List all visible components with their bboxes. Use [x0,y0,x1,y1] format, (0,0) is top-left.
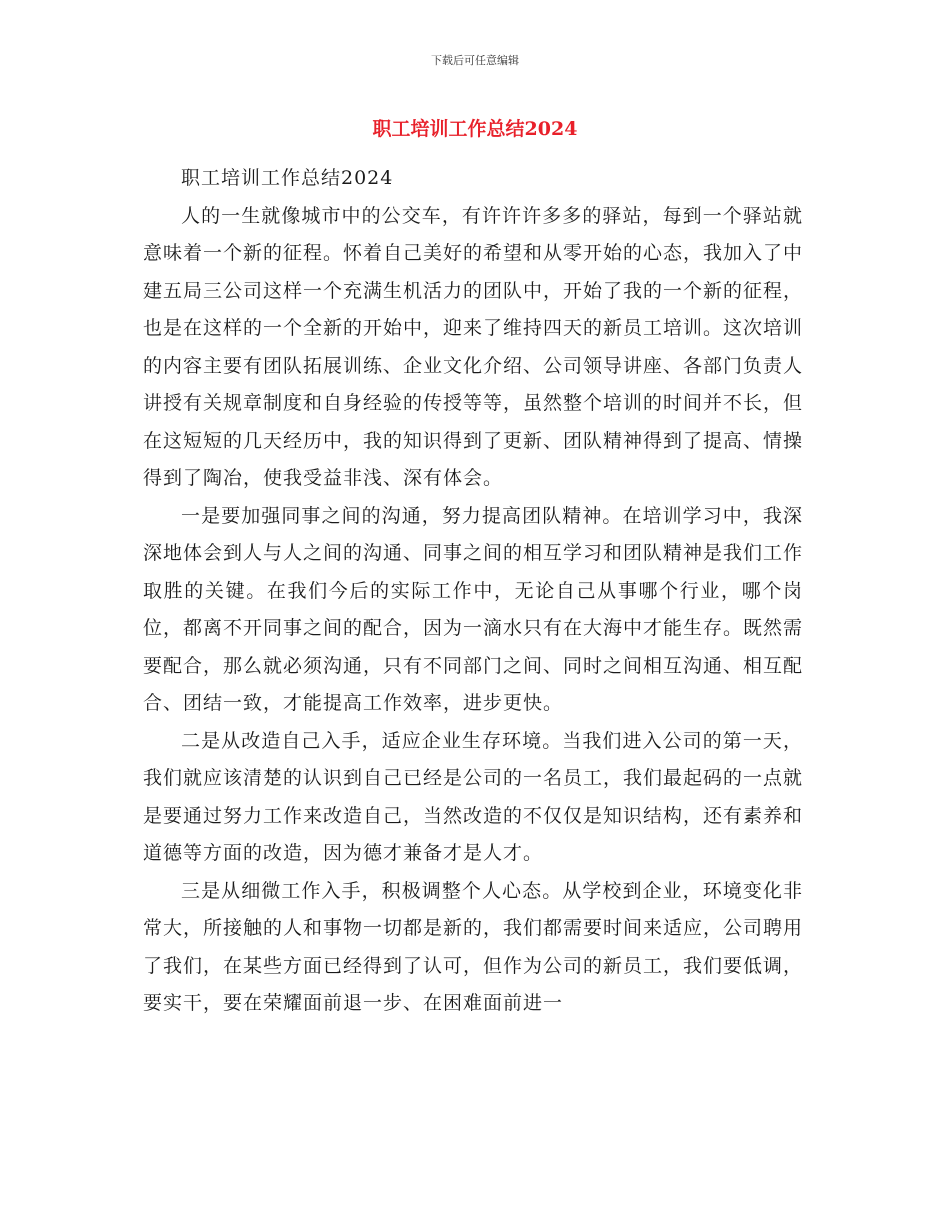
paragraph-intro: 人的一生就像城市中的公交车，有许许许多多的驿站，每到一个驿站就意味着一个新的征程。怀着自己美好的希望和从零开始的心态，我加入了中建五局三公司这样一个充满生机活力的团队中，开始了我的一个新的征程，也是在这样的一个全新的开始中，迎来了维持四天的新员工培训。这次培训的内容主要有团队拓展训练、企业文化介绍、公司领导讲座、各部门负责人讲授有关规章制度和自身经验的传授等等，虽然整个培训的时间并不长，但在这短短的几天经历中，我的知识得到了更新、团队精神得到了提高、情操得到了陶冶，使我受益非浅、深有体会。 [143,204,804,489]
document-body [143,160,803,1023]
header-note: 下载后可任意编辑 [431,54,519,67]
document-title: 职工培训工作总结2024 [372,118,578,140]
paragraph-point-one: 一是要加强同事之间的沟通，努力提高团队精神。在培训学习中，我深深地体会到人与人之间的沟通、同事之间的相互学习和团队精神是我们工作取胜的关键。在我们今后的实际工作中，无论自己从事哪个行业，哪个岗位，都离不开同事之间的配合，因为一滴水只有在大海中才能生存。既然需要配合，那么就必须沟通，只有不同部门之间、同时之间相互沟通、相互配合、团结一致，才能提高工作效率，进步更快。 [143,504,804,714]
paragraph-subtitle: 职工培训工作总结2024 [181,167,394,189]
paragraph-point-two: 二是从改造自己入手，适应企业生存环境。当我们进入公司的第一天，我们就应该清楚的认识到自己已经是公司的一名员工，我们最起码的一点就是要通过努力工作来改造自己，当然改造的不仅仅是知识结构，还有素养和道德等方面的改造，因为德才兼备才是人才。 [143,729,804,864]
paragraph-point-three: 三是从细微工作入手，积极调整个人心态。从学校到企业，环境变化非常大，所接触的人和事物一切都是新的，我们都需要时间来适应，公司聘用了我们，在某些方面已经得到了认可，但作为公司的新员工，我们要低调，要实干，要在荣耀面前退一步、在困难面前进一 [143,879,804,1014]
